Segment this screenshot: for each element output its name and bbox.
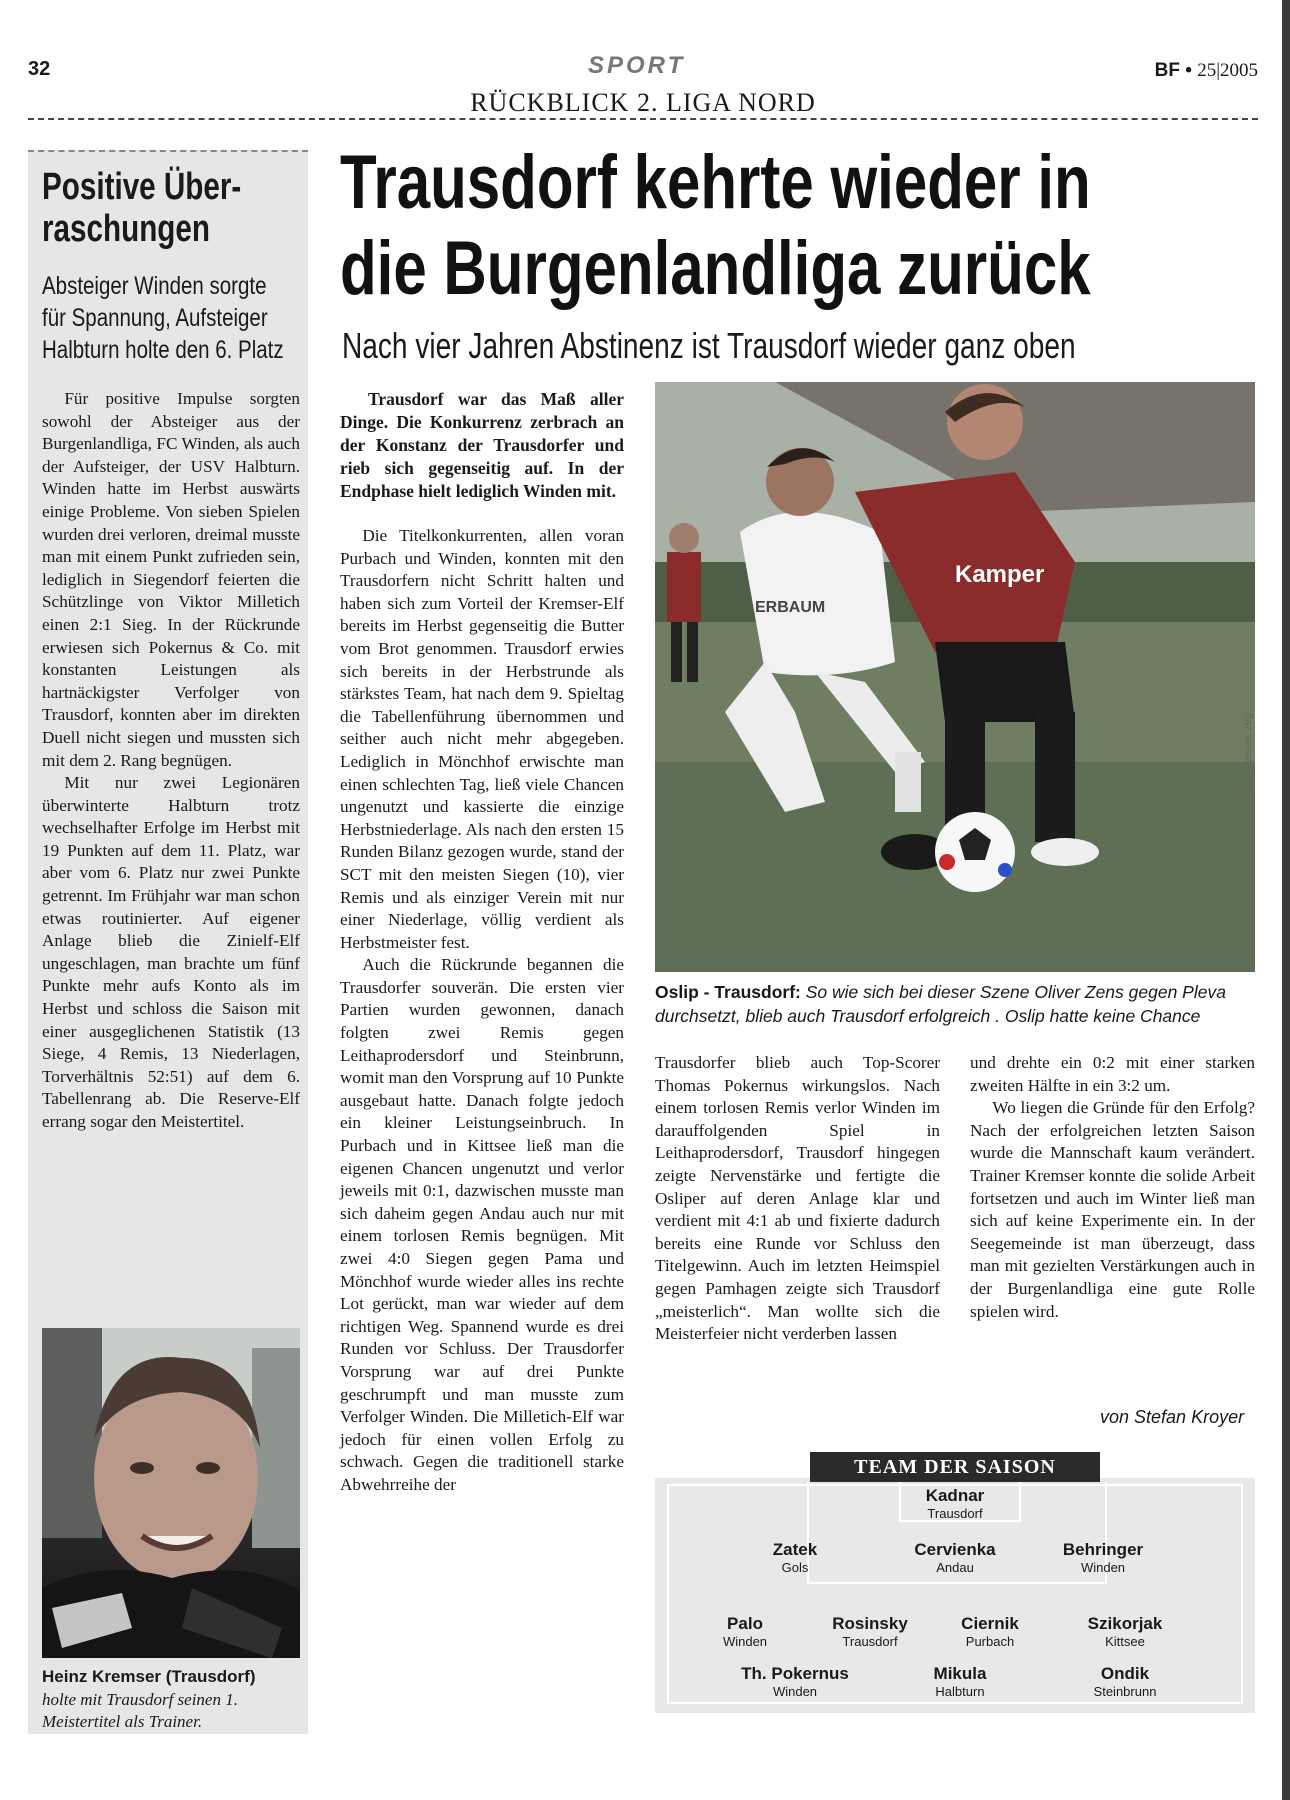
article-column-1: [340, 388, 624, 1497]
coach-portrait-photo: [42, 1328, 300, 1658]
sidebar-title-line: raschungen: [42, 208, 211, 250]
player-name: Mikula: [933, 1664, 987, 1683]
photo-credit: Fotos: Fertsak, zVg: [1243, 713, 1254, 800]
brand-issue: BF • 25|2005: [1154, 60, 1258, 81]
article-author: von Stefan Kroyer: [1100, 1407, 1245, 1427]
article-subhead: Nach vier Jahren Abstinenz ist Trausdorf wieder ganz oben: [342, 325, 1076, 366]
match-photo-illustration: [655, 382, 1255, 972]
coach-portrait-illustration: [42, 1328, 300, 1658]
sidebar-paragraph: Für positive Impulse sorgten sowohl der Absteiger aus der Burgenlandliga, FC Winden, als auch der Aufsteiger, der USV Halbturn. Winden hatte im Herbst auswärts einige Probleme. Von sieben Spielen wurden drei verloren, dreimal musste man mit einem Punkt zufrieden sein, lediglich in Siegendorf feierten die Schützlinge von Viktor Milletich einen 2:1 Sieg. In der Rückrunde erwiesen sich Pokernus & Co. mit konstanten Leistungen als hartnäckigster Verfolger von Trausdorf, konnten aber im direkten Duell nicht siegen und mussten sich mit dem 2. Rang begnügen.: [42, 389, 300, 770]
player-name: Th. Pokernus: [741, 1664, 849, 1683]
coach-caption-name: Heinz Kremser (Trausdorf): [42, 1667, 256, 1686]
player-club: Kittsee: [1105, 1634, 1145, 1649]
player-name: Kadnar: [925, 1486, 985, 1505]
match-photo: [655, 382, 1255, 972]
page-header: [28, 52, 1258, 116]
article-paragraph: und drehte ein 0:2 mit einer starken zweiten Hälfte in ein 3:2 um.: [970, 1053, 1255, 1095]
photo-caption-label: Oslip - Trausdorf:: [655, 982, 801, 1002]
team-player: [875, 1664, 1045, 1700]
player-club: Steinbrunn: [1093, 1684, 1157, 1699]
team-player: [870, 1540, 1040, 1576]
article-paragraph: Wo liegen die Gründe für den Erfolg? Nach der erfolgreichen letzten Saison wurde die Mannschaft kaum verändert. Trainer Kremser konnte die solide Arbeit fortsetzen und auch im Winter ließ man sich auf keine Experimente ein. In der Seegemeinde ist man überzeugt, dass man mit gezielten Verstärkungen auch in der Burgenlandliga eine gute Rolle spielen wird.: [970, 1098, 1255, 1321]
player-club: Trausdorf: [842, 1634, 898, 1649]
sidebar-deck: [42, 270, 284, 366]
player-name: Cervienka: [914, 1540, 996, 1559]
jersey-sponsor-text-2: ERBAUM: [755, 599, 826, 616]
article-headline: [340, 140, 1130, 312]
header-divider: [28, 118, 1258, 120]
sidebar-paragraph: Mit nur zwei Legionären überwinterte Halbturn trotz wechselhafter Erfolge im Herbst mit 19 Punkten auf dem 11. Platz, war aber vom 6. Platz nur zwei Punkte getrennt. Im Frühjahr war man schon etwas routinierter. Auf eigener Anlage blieb die Zinielf-Elf ungeschlagen, man brachte um fünf Punkte mehr aufs Konto als im Herbst und schloss die Saison mit einer ausgeglichenen Statistik (13 Siege, 4 Remis, 13 Niederlagen, Torverhältnis 52:51) auf dem 6. Tabellenrang ab. Die Reserve-Elf errang sogar den Meistertitel.: [42, 773, 300, 1131]
sidebar-title: [42, 166, 245, 250]
player-name: Zatek: [772, 1540, 818, 1559]
team-of-season-box: [655, 1456, 1255, 1713]
player-club: Winden: [772, 1684, 818, 1699]
coach-caption-line: Meistertitel als Trainer.: [42, 1712, 203, 1731]
section-label: SPORT: [588, 52, 686, 79]
rubric: RÜCKBLICK 2. LIGA NORD: [470, 88, 816, 117]
sidebar-body: [42, 388, 300, 1134]
player-name: Behringer: [1062, 1540, 1144, 1559]
coach-caption-text: [42, 1689, 304, 1733]
player-club: Trausdorf: [927, 1506, 983, 1521]
article-paragraph: Auch die Rückrunde begannen die Trausdorfer souverän. Die ersten vier Partien wurden gewonnen, danach folgten zwei Remis gegen Leithaprodersdorf und Steinbrunn, womit man den Vorsprung auf 10 Punkte ausgebaut hatte. Danach folgte jedoch ein kleiner Leistungseinbruch. In Purbach und in Kittsee ließ man die eigenen Chancen ungenutzt und verlor jeweils mit 0:1, dazwischen musste man sich daheim gegen Andau auch nur mit einem torlosen Remis begnügen. Mit zwei 4:0 Siegen gegen Pama und Mönchhof wurde wieder alles ins rechte Lot gerückt, man war wieder auf dem richtigen Weg. Spannend wurde es drei Runden vor Schluss. Der Trausdorfer Vorsprung war auf drei Punkte geschrumpft und man musste zum Verfolger Winden. Die Milletich-Elf war jedoch für einen vollen Erfolg zu schwach. Gegen die traditionell starke Abwehrreihe der: [340, 955, 624, 1494]
headline-line: die Burgenlandliga zurück: [340, 226, 1091, 311]
sidebar-box: [28, 150, 308, 1734]
coach-caption-line: holte mit Trausdorf seinen 1.: [42, 1690, 238, 1709]
player-name: Palo: [727, 1614, 763, 1633]
player-name: Ondik: [1100, 1664, 1150, 1683]
player-name: Ciernik: [961, 1614, 1019, 1633]
jersey-sponsor-text: Kamper: [955, 561, 1045, 588]
player-name: Rosinsky: [832, 1614, 908, 1633]
article-paragraph: Trausdorfer blieb auch Top-Scorer Thomas Pokernus wirkungslos. Nach einem torlosen Remis verlor Winden im darauffolgenden Spiel in Leithaprodersdorf, Trausdorf hingegen zeigte Nervenstärke und fertigte die Osliper auf deren Anlage klar und verdient mit 4:1 ab und fixierte dadurch bereits eine Runde vor Schluss den Titelgewinn. Auch im letzten Heimspiel gegen Pamhagen zeigte sich Trausdorf „meisterlich“. Man wollte sich die Meisterfeier nicht verderben lassen: [655, 1053, 940, 1344]
page-number: 32: [28, 58, 51, 80]
issue-number: 25|2005: [1197, 60, 1258, 81]
player-club: Winden: [722, 1634, 768, 1649]
team-player: [1040, 1664, 1210, 1700]
player-club: Winden: [1080, 1560, 1126, 1575]
article-column-3: [970, 1052, 1255, 1323]
headline-line: Trausdorf kehrte wieder in: [340, 140, 1091, 225]
photo-caption-text: So wie sich bei dieser Szene Oliver Zens gegen Pleva durchsetzt, blieb auch Trausdorf erfolgreich . Oslip hatte keine Chance: [655, 982, 1226, 1026]
player-name: Szikorjak: [1087, 1614, 1163, 1633]
sidebar-deck-line: Absteiger Winden sorgte: [42, 272, 267, 300]
team-player: [1018, 1540, 1188, 1576]
team-player: [710, 1664, 880, 1700]
team-player: [1040, 1614, 1210, 1650]
sidebar-deck-line: Halbturn holte den 6. Platz: [42, 336, 284, 364]
player-club: Gols: [781, 1560, 809, 1575]
article-paragraph: Die Titelkonkurrenten, allen voran Purbach und Winden, konnten mit den Trausdorfern nicht Schritt halten und haben sich zum Vorteil der Kremser-Elf bereits im Herbst gegenseitig die Butter vom Brot genommen. Trausdorf erwies sich bereits in der Herbstrunde als stärkstes Team, hat nach dem 9. Spieltag die Tabellenführung übernommen und seither auch nicht mehr abgegeben. Lediglich in Mönchhof erwischte man einen schlechten Tag, ließ viele Chancen ungenutzt und kassierte die einzige Herbstniederlage. Als nach den ersten 15 Runden Bilanz gezogen wurde, stand der SCT mit den meisten Siegen (10), vier Remis und als einziger Verein mit nur einer Niederlage, völlig verdient als Herbstmeister fest.: [340, 526, 624, 952]
article-lead: Trausdorf war das Maß aller Dinge. Die Konkurrenz zerbrach an der Konstanz der Trausdorfer und rieb sich gegenseitig auf. In der Endphase hielt lediglich Winden mit.: [340, 389, 624, 501]
article-column-2: [655, 1052, 940, 1346]
photo-caption: [655, 980, 1255, 1028]
sidebar-title-line: Positive Über-: [42, 166, 242, 208]
sidebar-deck-line: für Spannung, Aufsteiger: [42, 304, 268, 332]
page-edge: [1282, 0, 1290, 1800]
team-banner: TEAM DER SAISON: [810, 1452, 1100, 1482]
player-club: Andau: [936, 1560, 974, 1575]
brand-name: BF: [1154, 60, 1180, 81]
player-club: Purbach: [965, 1634, 1015, 1649]
team-player: [710, 1540, 880, 1576]
player-club: Halbturn: [935, 1684, 985, 1699]
team-player: [870, 1486, 1040, 1522]
